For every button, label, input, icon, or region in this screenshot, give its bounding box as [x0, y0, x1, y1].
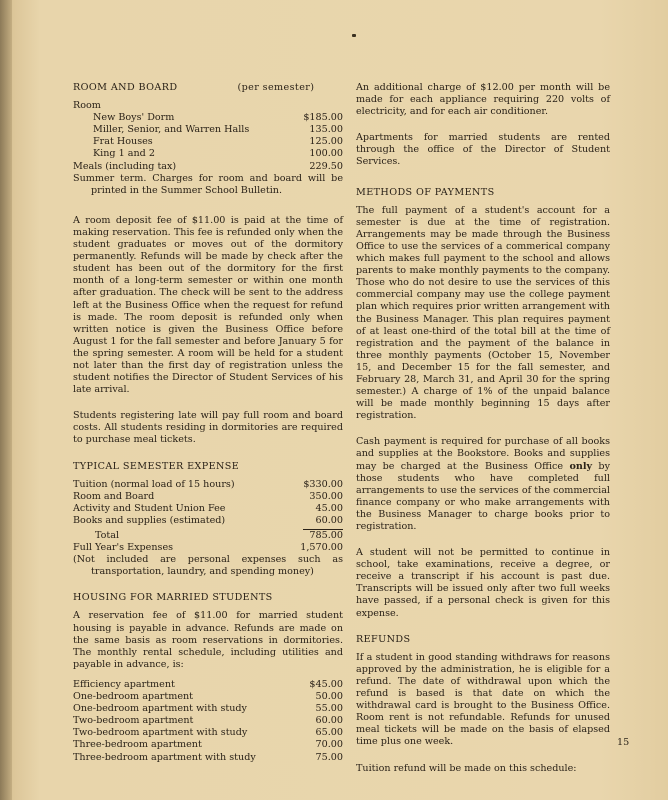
- refunds-title: REFUNDS: [356, 633, 411, 645]
- row-amount: 55.00: [315, 703, 343, 715]
- total-row: [73, 530, 343, 542]
- row-amount: 350.00: [309, 490, 343, 502]
- appliance-paragraph: An additional charge of $12.00 per month will be made for each appliance requiring 220 volts of electricity, and for each air conditioner.: [356, 82, 610, 118]
- row-amount: 60.00: [315, 514, 343, 526]
- room-items-list: [73, 112, 343, 160]
- expense-note: (Not included are personal expenses such as transportation, laundry, and spending money): [73, 554, 343, 578]
- cash-text-bold: only: [569, 460, 593, 472]
- table-row: [73, 679, 343, 691]
- row-amount: 60.00: [315, 715, 343, 727]
- row-amount: 75.00: [315, 751, 343, 763]
- housing-paragraph: A reservation fee of $11.00 for married student housing is payable in advance. Refunds are made on the same basis as room reservations in dormitories. The monthly rental schedule, including utilities and payable in advance, is:: [73, 610, 343, 670]
- row-label: Two-bedroom apartment: [73, 715, 194, 727]
- summer-note: Summer term. Charges for room and board will be printed in the Summer School Bulletin.: [73, 172, 343, 196]
- payments-paragraph: The full payment of a student's account for a semester is due at the time of registration. Arrangements may be made through the Business Office to use the services of a commerical company which makes full payment to the school and allows parents to make monthly payments to the company. Those who do not desire to use the services of this commercial company may use the college payment plan which requires prior written arrangement with the Business Manager. This plan requires payment of at least one-third of the total bill at the time of registration and the payment of the balance in three monthly payments (October 15, November 15, and December 15 for the fall semester, and February 28, March 31, and April 30 for the spring semester.) A charge of 1% of the unpaid balance will be made monthly beginning 15 days after registration.: [356, 204, 610, 422]
- full-year-label: Full Year's Expenses: [73, 542, 174, 554]
- row-amount: 50.00: [315, 691, 343, 703]
- row-amount: 100.00: [309, 148, 343, 160]
- cash-paragraph: [356, 436, 610, 533]
- expense-items-list: [73, 479, 343, 527]
- payments-title: METHODS OF PAYMENTS: [356, 186, 495, 198]
- housing-title: HOUSING FOR MARRIED STUDENTS: [73, 592, 273, 604]
- row-label: King 1 and 2: [93, 148, 155, 160]
- row-label: Miller, Senior, and Warren Halls: [93, 124, 250, 136]
- row-label: Efficiency apartment: [73, 678, 175, 690]
- full-year-amount: 1,570.00: [300, 542, 343, 554]
- total-label: Total: [95, 530, 120, 541]
- table-row: [73, 715, 343, 727]
- ink-speck: [352, 34, 356, 37]
- row-amount: 70.00: [315, 739, 343, 751]
- room-label: Room: [73, 100, 101, 112]
- row-label: Tuition (normal load of 15 hours): [73, 478, 235, 490]
- row-amount: $185.00: [303, 112, 343, 124]
- row-label: Frat Houses: [93, 136, 153, 148]
- housing-items-list: [73, 679, 343, 764]
- table-row: [73, 727, 343, 739]
- table-row: [73, 491, 343, 503]
- table-row: [73, 739, 343, 751]
- row-label: Three-bedroom apartment with study: [73, 751, 256, 763]
- deposit-paragraph: A room deposit fee of $11.00 is paid at the time of making reservation. This fee is refunded only when the student graduates or moves out of the dormitory permanently. Refunds will be made by check after the student has been out of the dormitory for the first month of a long-term semester or within one month after graduation. The check will be sent to the address left at the Business Office when the request for refund is made. The room deposit is refunded only when written notice is given the Business Office before August 1 for the fall semester and before January 5 for the spring semester. A room will be held for a student not later than the first day of registration unless the student notifies the Director of Student Services of his late arrival.: [73, 214, 343, 396]
- row-amount: 45.00: [315, 502, 343, 514]
- room-board-title: ROOM AND BOARD: [73, 82, 178, 93]
- room-board-subtitle: (per semester): [237, 82, 315, 93]
- row-amount: $330.00: [303, 478, 343, 490]
- refunds-paragraph: If a student in good standing withdraws for reasons approved by the administration, he is eligible for a refund. The date of withdrawal upon which the refund is based is that date on which the withdrawal card is brought to the Business Office. Room rent is not refundable. Refunds for unused meal tickets will be made on the basis of elapsed time plus one week.: [356, 651, 610, 748]
- tuition-refund-line: Tuition refund will be made on this schedule:: [356, 762, 577, 774]
- row-label: Two-bedroom apartment with study: [73, 727, 248, 739]
- row-amount: 65.00: [315, 727, 343, 739]
- late-registration-paragraph: Students registering late will pay full room and board costs. All students residing in dormitories are required to purchase meal tickets.: [73, 410, 343, 446]
- row-label: New Boys' Dorm: [93, 112, 175, 124]
- row-label: One-bedroom apartment with study: [73, 703, 247, 715]
- row-amount: $45.00: [309, 678, 343, 690]
- row-label: Three-bedroom apartment: [73, 739, 202, 751]
- row-amount: 125.00: [309, 136, 343, 148]
- row-label: Activity and Student Union Fee: [73, 502, 226, 514]
- meals-amount: 229.50: [309, 160, 343, 172]
- room-board-heading: [73, 82, 343, 94]
- meals-row: [73, 161, 343, 173]
- row-label: One-bedroom apartment: [73, 691, 194, 703]
- total-amount: 785.00: [309, 530, 343, 541]
- page-number: 15: [617, 737, 630, 748]
- apartments-paragraph: Apartments for married students are rented through the office of the Director of Student Services.: [356, 132, 610, 168]
- cash-text-a: Cash payment is required for purchase of all books and supplies at the Bookstore. Books and supplies may be charged at the Business Office: [356, 436, 610, 472]
- table-row: [73, 112, 343, 124]
- semester-expense-title: TYPICAL SEMESTER EXPENSE: [73, 460, 240, 472]
- meals-label: Meals (including tax): [73, 160, 177, 172]
- book-gutter: [0, 0, 12, 800]
- table-row: [73, 691, 343, 703]
- continue-paragraph: A student will not be permitted to continue in school, take examinations, receive a degree, or receive a transcript if his account is past due. Transcripts will be issued only after two full weeks have passed, if a personal check is given for this expense.: [356, 547, 610, 619]
- row-label: Room and Board: [73, 490, 155, 502]
- table-row: [73, 479, 343, 491]
- row-label: Books and supplies (estimated): [73, 514, 226, 526]
- table-row: [73, 752, 343, 764]
- full-year-row: [73, 542, 343, 554]
- table-row: [73, 148, 343, 160]
- table-row: [73, 136, 343, 148]
- cash-text-b: by those students who have completed full arrangements to use the services of the commercial finance company or who make arrangements with the Business Manager to charge books prior to registration.: [356, 460, 610, 532]
- left-column: [73, 82, 343, 764]
- table-row: [73, 515, 343, 527]
- table-row: [73, 124, 343, 136]
- row-amount: 135.00: [309, 124, 343, 136]
- table-row: [73, 703, 343, 715]
- table-row: [73, 503, 343, 515]
- right-column: [356, 82, 610, 775]
